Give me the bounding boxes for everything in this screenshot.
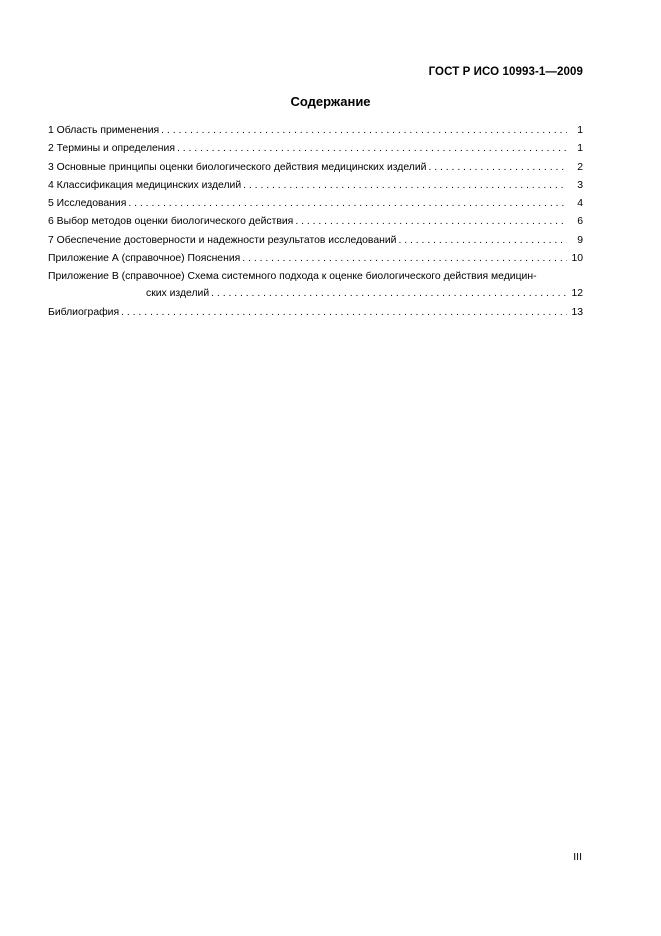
toc-entry-page: 1	[577, 143, 583, 155]
toc-entry-page: 4	[577, 198, 583, 210]
toc-entry-text: 1 Область применения	[48, 125, 160, 136]
toc-entry-text-continued: ских изделий	[146, 288, 210, 300]
toc-leader-dots	[177, 140, 567, 158]
toc-entry-page: 9	[577, 234, 583, 246]
toc-entry-page: 2	[577, 161, 583, 173]
toc-entry-text: 5 Исследования	[48, 198, 127, 210]
toc-entry[interactable]	[48, 140, 583, 158]
toc-entry-text: Приложение В (справочное) Схема системного подхода к оценке биологического действия медицин-	[48, 271, 537, 283]
toc-entry[interactable]	[48, 122, 583, 140]
toc-entry-text: 6 Выбор методов оценки биологического действия	[48, 216, 294, 228]
table-of-contents	[48, 122, 583, 322]
toc-entry-page: 12	[571, 288, 583, 300]
toc-leader-dots	[428, 159, 567, 177]
toc-leader-dots	[211, 285, 567, 303]
toc-entry-text: Библиография	[48, 306, 120, 318]
toc-entry-text: Приложение А (справочное) Пояснения	[48, 253, 241, 265]
toc-entry[interactable]	[48, 177, 583, 195]
toc-entry[interactable]	[48, 213, 583, 231]
toc-leader-dots	[121, 304, 567, 322]
toc-entry[interactable]	[48, 250, 583, 268]
toc-entry-page: 1	[577, 125, 583, 136]
toc-leader-dots	[242, 250, 567, 268]
toc-entry-text: 2 Термины и определения	[48, 143, 175, 155]
toc-leader-dots	[243, 177, 567, 195]
toc-entry-text: 4 Классификация медицинских изделий	[48, 179, 242, 191]
toc-entry[interactable]	[48, 195, 583, 213]
toc-leader-dots	[128, 195, 567, 213]
toc-title: Содержание	[290, 94, 371, 109]
toc-entry[interactable]	[48, 232, 583, 250]
toc-entry-page: 10	[571, 253, 583, 265]
toc-entry-text: 7 Обеспечение достоверности и надежности результатов исследований	[48, 234, 397, 246]
toc-leader-dots	[161, 122, 567, 140]
toc-leader-dots	[295, 213, 567, 231]
document-code: ГОСТ Р ИСО 10993-1—2009	[428, 66, 583, 78]
page-number: III	[573, 851, 582, 863]
toc-entry[interactable]	[48, 304, 583, 322]
toc-entry-page: 6	[577, 216, 583, 228]
toc-entry-text: 3 Основные принципы оценки биологического действия медицинских изделий	[48, 161, 427, 173]
toc-entry[interactable]	[48, 159, 583, 177]
toc-entry[interactable]	[48, 268, 583, 303]
toc-entry-page: 13	[571, 306, 583, 318]
toc-leader-dots	[398, 232, 567, 250]
toc-entry-page: 3	[577, 179, 583, 191]
